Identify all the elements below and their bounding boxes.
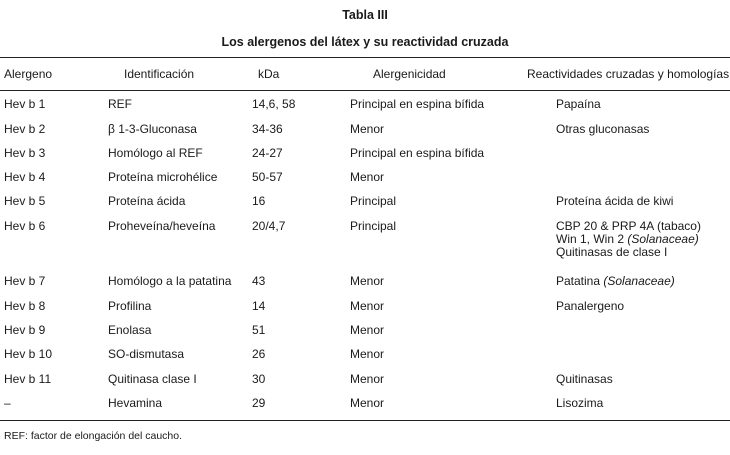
cell-identification: β 1-3-Gluconasa [108, 122, 197, 136]
table-title: Tabla III [342, 8, 388, 22]
cell-cross-reactivity: Papaína [556, 97, 601, 111]
cell-cross-reactivity: Panalergeno [556, 299, 625, 313]
cell-kda: 30 [252, 372, 266, 386]
cell-identification: Enolasa [108, 323, 152, 337]
cell-identification: SO-dismutasa [108, 347, 185, 361]
cell-kda: 26 [252, 347, 266, 361]
header-allergen: Alergeno [4, 67, 53, 81]
cell-kda: 34-36 [252, 122, 283, 136]
cell-identification: Hevamina [108, 396, 163, 410]
cell-identification: Homólogo a la patatina [108, 274, 232, 288]
cell-kda: 50-57 [252, 170, 283, 184]
cell-allergenicity: Principal [350, 194, 397, 208]
cell-cross-reactivity: Proteína ácida de kiwi [556, 194, 674, 208]
cell-cross-reactivity: Lisozima [556, 396, 604, 410]
header-allergenicity: Alergenicidad [373, 67, 446, 81]
cell-allergen: Hev b 10 [4, 347, 53, 361]
cell-allergenicity: Menor [350, 347, 385, 361]
cell-allergen: Hev b 3 [4, 146, 46, 160]
header-cross-reactivity: Reactividades cruzadas y homologías [527, 67, 730, 81]
cell-kda: 20/4,7 [252, 219, 286, 233]
table-subtitle: Los alergenos del látex y su reactividad cruzada [221, 35, 509, 49]
cross-family-italic: (Solanaceae) [627, 232, 699, 246]
cell-allergenicity: Principal en espina bífida [350, 97, 485, 111]
cell-allergen: Hev b 1 [4, 97, 46, 111]
cell-kda: 14,6, 58 [252, 97, 296, 111]
cell-kda: 24-27 [252, 146, 283, 160]
cell-allergen: Hev b 7 [4, 274, 46, 288]
bottom-rule [0, 420, 730, 421]
cell-allergen: Hev b 5 [4, 194, 46, 208]
cross-text: Win 1, Win 2 [556, 232, 628, 246]
cell-allergen: Hev b 6 [4, 219, 46, 233]
cell-allergen: – [4, 396, 11, 410]
cell-kda: 29 [252, 396, 266, 410]
cell-allergenicity: Menor [350, 274, 385, 288]
cell-identification: Quitinasa clase I [108, 372, 197, 386]
cell-kda: 14 [252, 299, 266, 313]
header-kda: kDa [258, 67, 280, 81]
cell-allergen: Hev b 8 [4, 299, 46, 313]
cell-allergenicity: Menor [350, 122, 385, 136]
cell-allergen: Hev b 11 [4, 372, 52, 386]
cell-kda: 43 [252, 274, 266, 288]
cell-allergen: Hev b 9 [4, 323, 46, 337]
header-identification: Identificación [124, 67, 195, 81]
cross-text: Patatina [556, 274, 604, 288]
cell-allergenicity: Menor [350, 170, 385, 184]
cross-line [556, 232, 701, 245]
cross-family-italic: (Solanaceae) [603, 274, 675, 288]
cell-cross-reactivity [556, 219, 701, 258]
cross-line: CBP 20 & PRP 4A (tabaco) [556, 219, 701, 233]
cell-allergenicity: Principal [350, 219, 397, 233]
cell-identification: Proteína microhélice [108, 170, 218, 184]
cross-line: Quitinasas de clase I [556, 245, 668, 259]
cell-allergenicity: Menor [350, 372, 385, 386]
cell-identification: Proteína ácida [108, 194, 186, 208]
cell-allergenicity: Menor [350, 323, 385, 337]
table-footnote: REF: factor de elongación del caucho. [4, 430, 183, 442]
cell-identification: Homólogo al REF [108, 146, 203, 160]
cell-kda: 51 [252, 323, 266, 337]
cell-allergen: Hev b 4 [4, 170, 46, 184]
cell-identification: REF [108, 97, 132, 111]
cell-cross-reactivity [556, 274, 675, 288]
cell-cross-reactivity: Quitinasas [556, 372, 613, 386]
cell-allergen: Hev b 2 [4, 122, 46, 136]
top-rule [0, 57, 730, 58]
cell-identification: Profilina [108, 299, 152, 313]
cell-kda: 16 [252, 194, 266, 208]
cell-cross-reactivity: Otras gluconasas [556, 122, 650, 136]
cell-allergenicity: Principal en espina bífida [350, 146, 485, 160]
header-rule [0, 90, 730, 91]
cell-identification: Proheveína/heveína [108, 219, 216, 233]
cell-allergenicity: Menor [350, 299, 385, 313]
cell-allergenicity: Menor [350, 396, 385, 410]
